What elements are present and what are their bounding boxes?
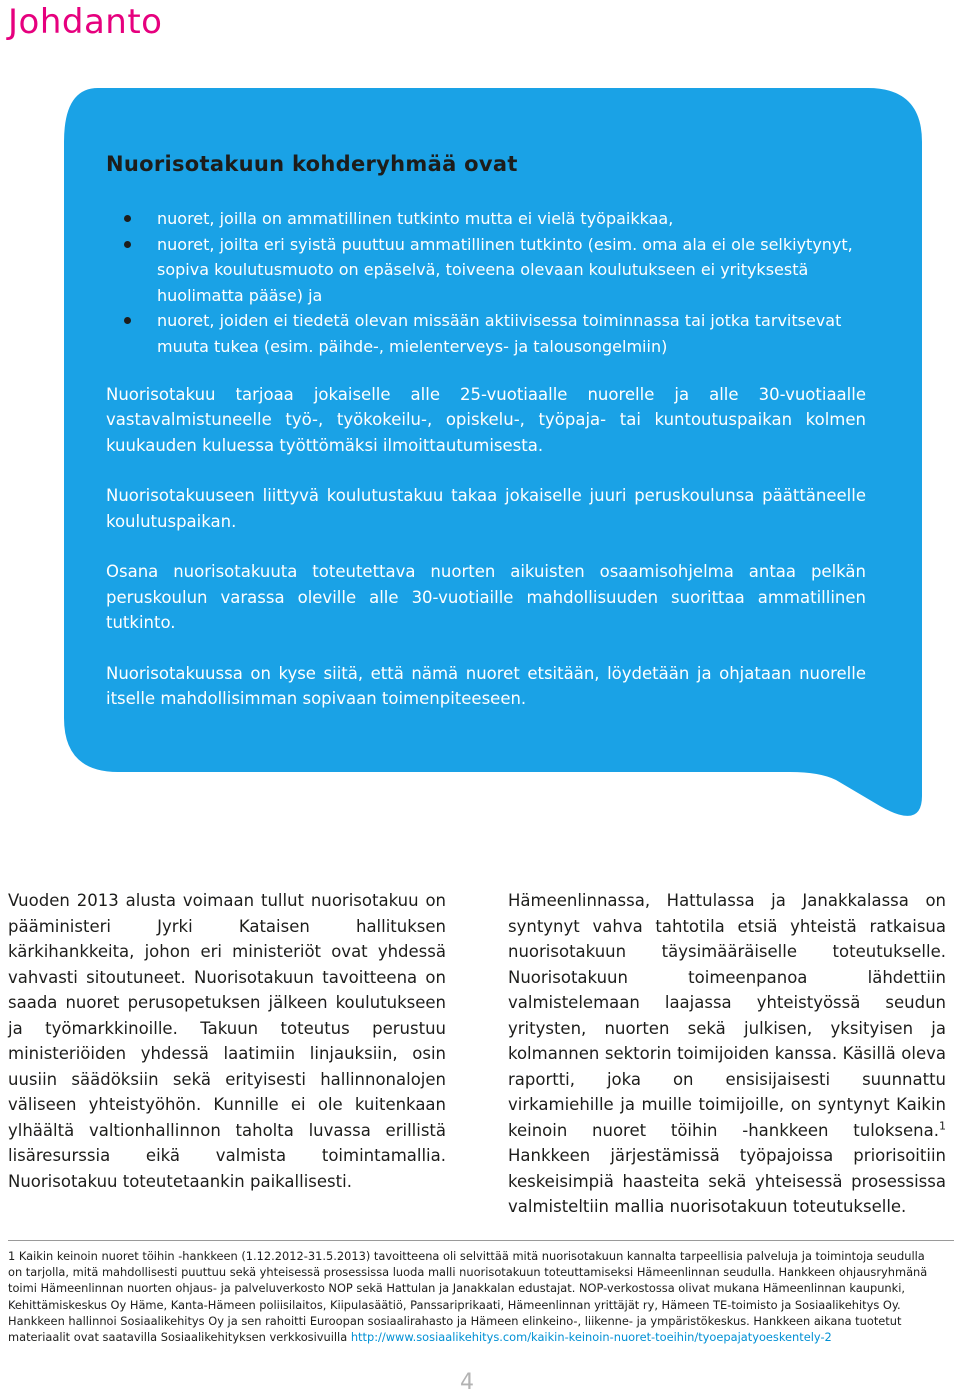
bubble-paragraph: Nuorisotakuu tarjoaa jokaiselle alle 25-vuotiaalle nuorelle ja alle 30-vuotiaalle vastavalmistuneelle työ-, työkokeilu-, opiskelu-, työpaja- tai kuntoutuspaikan kolmen kuukauden kuluessa työttömäksi ilmoittautumisesta. xyxy=(106,384,866,455)
bubble-paragraph: Osana nuorisotakuuta toteutettava nuorten aikuisten osaamisohjelma antaa pelkän peruskoulun varassa oleville alle 30-vuotiaille mahdollisuuden suorittaa ammatillinen tutkinto. xyxy=(106,562,866,633)
body-text: Hämeenlinnassa, Hattulassa ja Janakkalassa on syntynyt vahva tahtotila etsiä yhteistä ratkaisua nuorisotakuun täysimääräiselle toteutukselle. Nuorisotakuun toimeenpanoa lähdettiin valmistelemaan laajassa yhteistyössä seudun yritysten, nuorten sekä julkisen, yksityisen ja kolmannen sektorin toimijoiden kanssa. Käsillä oleva raportti, joka on ensisijaisesti suunnattu virkamiehille ja muille toimijoille, on syntynyt Kaikin keinoin nuoret töihin -hankkeen tuloksena. xyxy=(508,891,946,1140)
body-text: Hankkeen järjestämissä työpajoissa priorisoitiin keskeisimpiä haasteita sekä yhteisessä prosessissa valmisteltiin mallia nuorisotakuun toteutukselle. xyxy=(508,1146,946,1216)
bullet-icon xyxy=(124,241,131,248)
bubble-paragraph: Nuorisotakuuseen liittyvä koulutustakuu takaa jokaiselle juuri peruskoulunsa päättäneelle koulutuspaikan. xyxy=(106,486,866,531)
list-item-text: nuoret, joilta eri syistä puuttuu ammatillinen tutkinto (esim. oma ala ei ole selkiytynyt, sopiva koulutusmuoto on epäselvä, toiveena olevaan koulutukseen ei yrityksestä huolimatta pääse) ja xyxy=(157,234,853,305)
body-column-right xyxy=(508,888,946,1220)
body-column-left: Vuoden 2013 alusta voimaan tullut nuorisotakuu on pääministeri Jyrki Kataisen hallituksen kärkihankkeita, johon eri ministeriöt ovat yhdessä vahvasti sitoutuneet. Nuorisotakuun tavoitteena on saada nuoret perusopetuksen jälkeen koulutukseen ja työmarkkinoille. Takuun toteutus perustuu ministeriöiden yhdessä laatimiin linjauksiin, osin uusiin säädöksiin sekä erityisesti hallinnonalojen väliseen yhteistyöhön. Kunnille ei ole kuitenkaan ylhäältä valtionhallinnon taholta luvassa erillistä lisäresurssia eikä valmista toimintamallia. Nuorisotakuu toteutetaankin paikallisesti. xyxy=(8,891,446,1191)
list-item-text: nuoret, joilla on ammatillinen tutkinto mutta ei vielä työpaikkaa, xyxy=(157,209,674,228)
bullet-icon xyxy=(124,317,131,324)
footnote-divider xyxy=(8,1240,954,1241)
list-item xyxy=(106,308,866,359)
footnote xyxy=(8,1248,938,1345)
list-item xyxy=(106,232,866,309)
target-group-list xyxy=(106,206,866,360)
list-item-text: nuoret, joiden ei tiedetä olevan missään aktiivisessa toiminnassa tai jotka tarvitsevat muuta tukea (esim. päihde-, mielenterveys- ja talousongelmiin) xyxy=(157,311,842,356)
page-number: 4 xyxy=(460,1370,474,1395)
bullet-icon xyxy=(124,215,131,222)
footnote-text: 1 Kaikin keinoin nuoret töihin -hankkeen (1.12.2012-31.5.2013) tavoitteena oli selvittää mitä nuorisotakuun kannalta tarpeellisia palveluja ja toimintoja seudulla on tarjolla, mitä mahdollisesti puuttuu sekä yhteisessä prosessissa luoda malli nuorisotakuun toteuttamiseksi Hämeenlinnan seudulla. Hankkeen ohjausryhmänä toimi Hämeenlinnan nuorten ohjaus- ja palveluverkosto NOP sekä Hattulan ja Janakkalan edustajat. NOP-verkostossa olivat mukana Hämeenlinnan kaupunki, Kehittämiskeskus Oy Häme, Kanta-Hämeen poliisilaitos, Kiipulasäätiö, Panssariprikaati, Hämeenlinnan yrittäjät ry, Hämeen TE-toimisto ja Sosiaalikehitys Oy. Hankkeen hallinnoi Sosiaalikehitys Oy ja sen rahoitti Euroopan sosiaalirahasto ja Hämeen elinkeino-, liikenne- ja ympäristökeskus. Hankkeen aikana tuotetut materiaalit ovat saatavilla Sosiaalikehityksen verkkosivuilla xyxy=(8,1249,928,1345)
page-title: Johdanto xyxy=(8,2,163,42)
footnote-reference[interactable]: 1 xyxy=(939,1119,946,1132)
bubble-heading: Nuorisotakuun kohderyhmää ovat xyxy=(106,152,518,176)
list-item xyxy=(106,206,866,232)
footnote-link[interactable]: http://www.sosiaalikehitys.com/kaikin-keinoin-nuoret-toeihin/tyoepajatyoeskentely-2 xyxy=(350,1330,832,1345)
bubble-paragraph: Nuorisotakuussa on kyse siitä, että nämä nuoret etsitään, löydetään ja ohjataan nuorelle itselle mahdollisimman sopivaan toimenpiteeseen. xyxy=(106,663,866,709)
bubble-content xyxy=(106,152,866,737)
